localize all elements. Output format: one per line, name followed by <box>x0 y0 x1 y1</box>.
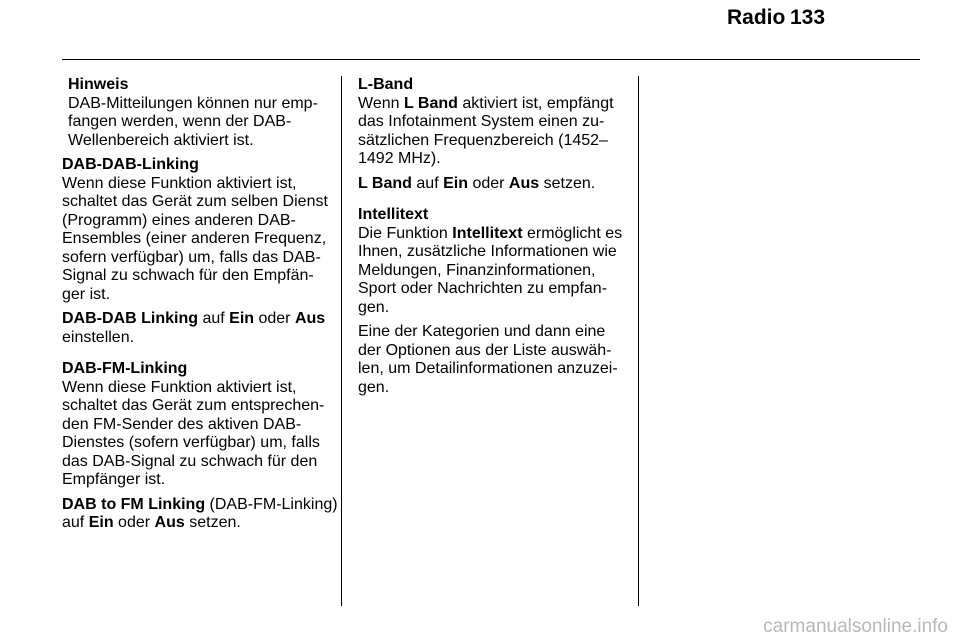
body-line: sätzlichen Frequenzbereich (1452– <box>358 131 608 149</box>
text-column-left <box>62 76 338 533</box>
setting-term: L Band <box>358 174 412 192</box>
setting-term: DAB-DAB Linking <box>62 310 198 327</box>
column-divider-left <box>341 76 342 606</box>
body-line: gen. <box>358 298 390 316</box>
body-line: sofern verfügbar) um, falls das DAB- <box>62 248 321 266</box>
body-line: len, um Detailinformationen anzuzei- <box>358 360 618 377</box>
l-band-setting <box>358 175 628 194</box>
watermark: carmanualsonline.info <box>763 616 948 637</box>
body-line: der Optionen aus der Liste auswäh- <box>358 341 612 359</box>
setting-text: setzen. <box>189 514 241 531</box>
dab-dab-heading: DAB-DAB-Linking <box>62 156 199 173</box>
body-line: Dienstes (sofern verfügbar) um, falls <box>62 434 320 451</box>
body-text: aktiviert ist, empfängt <box>462 94 614 112</box>
note-line: Wellenbereich aktiviert ist. <box>68 131 254 149</box>
note-line: DAB-Mitteilungen können nur emp- <box>68 94 318 112</box>
intellitext-heading: Intellitext <box>358 206 429 223</box>
setting-value-on: Ein <box>88 514 114 531</box>
body-line: (Programm) eines anderen DAB- <box>62 211 296 229</box>
page-number: 133 <box>790 6 826 29</box>
body-line <box>358 225 628 244</box>
note-heading: Hinweis <box>68 76 129 93</box>
setting-value-off: Aus <box>508 174 540 192</box>
body-line: Wenn diese Funktion aktiviert ist, <box>62 174 297 192</box>
note-line: fangen werden, wenn der DAB- <box>68 113 292 130</box>
body-line: ger ist. <box>62 285 111 303</box>
setting-text: auf <box>62 514 85 531</box>
body-line: schaltet das Gerät zum entsprechen- <box>62 397 325 414</box>
body-line: Ihnen, zusätzliche Informationen wie <box>358 243 617 260</box>
setting-value-off: Aus <box>294 310 326 327</box>
body-line: schaltet das Gerät zum selben Dienst <box>62 193 328 210</box>
body-line <box>358 95 628 114</box>
body-line: Eine der Kategorien und dann eine <box>358 323 606 340</box>
l-band-term: L Band <box>403 94 458 112</box>
setting-text: oder <box>258 310 291 327</box>
setting-end: einstellen. <box>62 328 135 346</box>
setting-term: DAB to FM Linking <box>62 495 206 513</box>
setting-text: auf <box>416 174 439 192</box>
setting-text: oder <box>118 514 151 531</box>
setting-text: setzen. <box>543 174 596 192</box>
body-line: den FM-Sender des aktiven DAB- <box>62 415 302 433</box>
setting-value-off: Aus <box>154 514 185 531</box>
body-line: Sport oder Nachrichten zu empfan- <box>358 280 608 297</box>
setting-value-on: Ein <box>443 174 468 192</box>
setting-text: auf <box>202 310 225 327</box>
dab-dab-setting <box>62 310 332 329</box>
body-text: ermöglicht es <box>526 224 623 242</box>
text-column-middle <box>358 76 628 397</box>
body-text: Wenn <box>358 94 400 112</box>
setting-text: (DAB-FM-Linking) <box>209 495 338 513</box>
setting-text: oder <box>472 174 505 192</box>
body-line: gen. <box>358 378 390 396</box>
body-line: das Infotainment System einen zu- <box>358 113 605 130</box>
column-divider-right <box>638 76 639 606</box>
body-line: das DAB-Signal zu schwach für den <box>62 452 318 470</box>
body-text: Die Funktion <box>358 224 448 242</box>
intellitext-term: Intellitext <box>452 224 523 242</box>
body-line: Meldungen, Finanzinformationen, <box>358 261 596 279</box>
body-line: Ensembles (einer anderen Frequenz, <box>62 230 327 247</box>
setting-value-on: Ein <box>229 310 255 327</box>
header-rule <box>62 59 920 60</box>
body-line: Empfänger ist. <box>62 471 166 488</box>
note-box <box>62 76 332 150</box>
dab-fm-heading: DAB-FM-Linking <box>62 360 188 377</box>
dab-fm-setting-line2 <box>62 514 332 533</box>
section-title: Radio <box>727 6 786 29</box>
dab-fm-setting <box>62 495 338 515</box>
body-line: 1492 MHz). <box>358 150 441 167</box>
body-line: Wenn diese Funktion aktiviert ist, <box>62 378 297 396</box>
l-band-heading: L-Band <box>358 76 414 93</box>
body-line: Signal zu schwach für den Empfän- <box>62 267 314 284</box>
